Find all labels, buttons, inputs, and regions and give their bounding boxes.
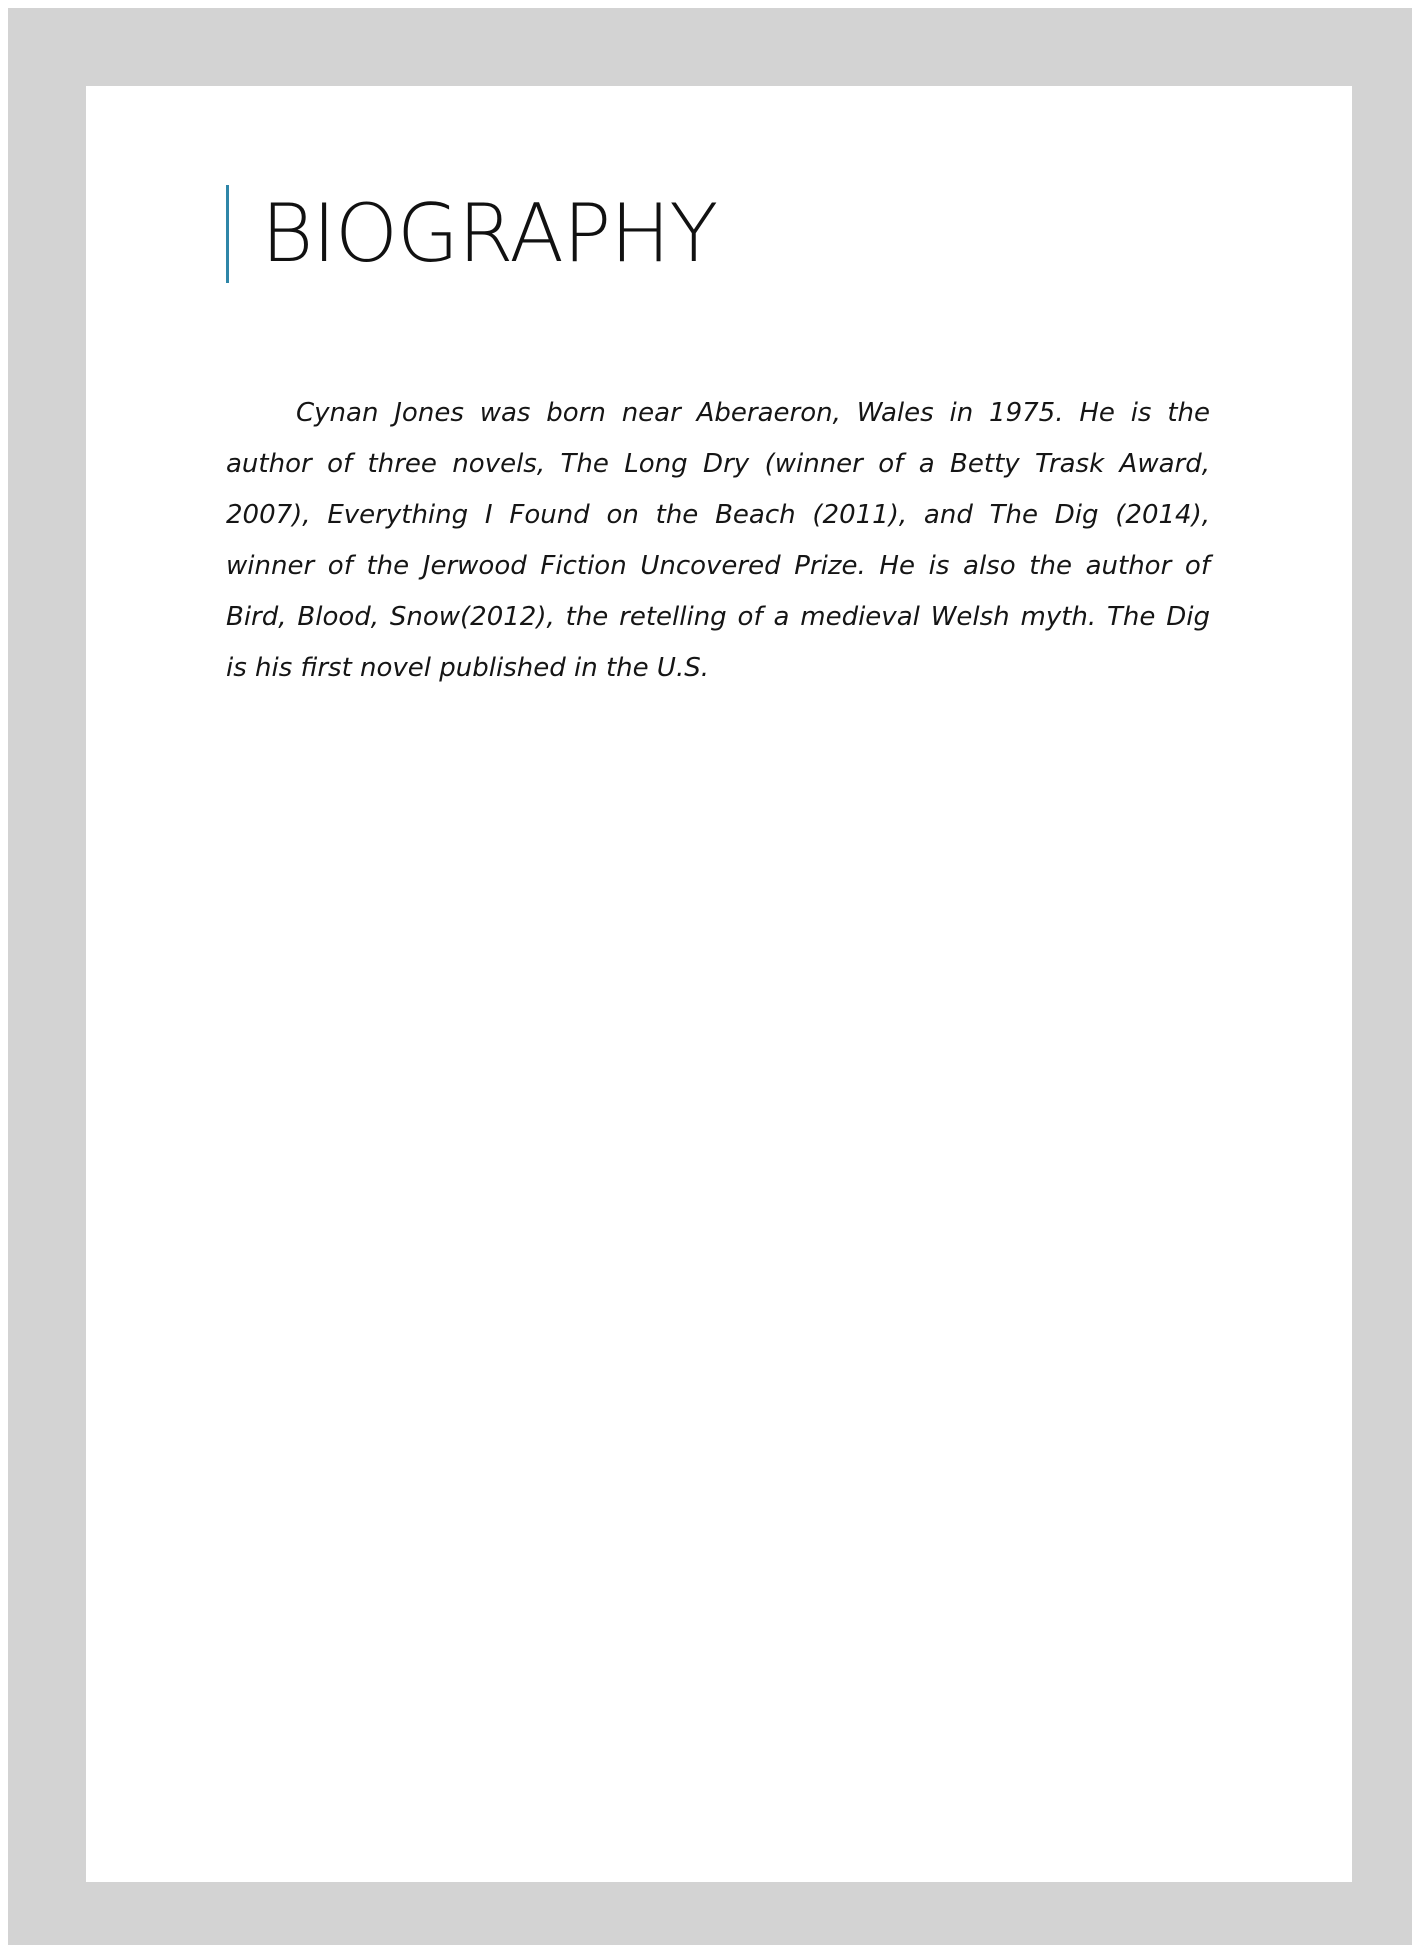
page-title: BIOGRAPHY: [261, 187, 718, 280]
title-accent-rule: [226, 185, 717, 283]
document-page: [86, 86, 1352, 1882]
document-viewer: [8, 8, 1412, 1945]
biography-paragraph: Cynan Jones was born near Aberaeron, Wales in 1975. He is the author of three novels, The Long Dry (winner of a Betty Trask Award, 2007), Everything I Found on the Beach (2011), and The Dig (2014), winner of the Jerwood Fiction Uncovered Prize. He is also the author of Bird, Blood, Snow(2012), the retelling of a medieval Welsh myth. The Dig is his first novel published in the U.S.: [226, 398, 1210, 683]
